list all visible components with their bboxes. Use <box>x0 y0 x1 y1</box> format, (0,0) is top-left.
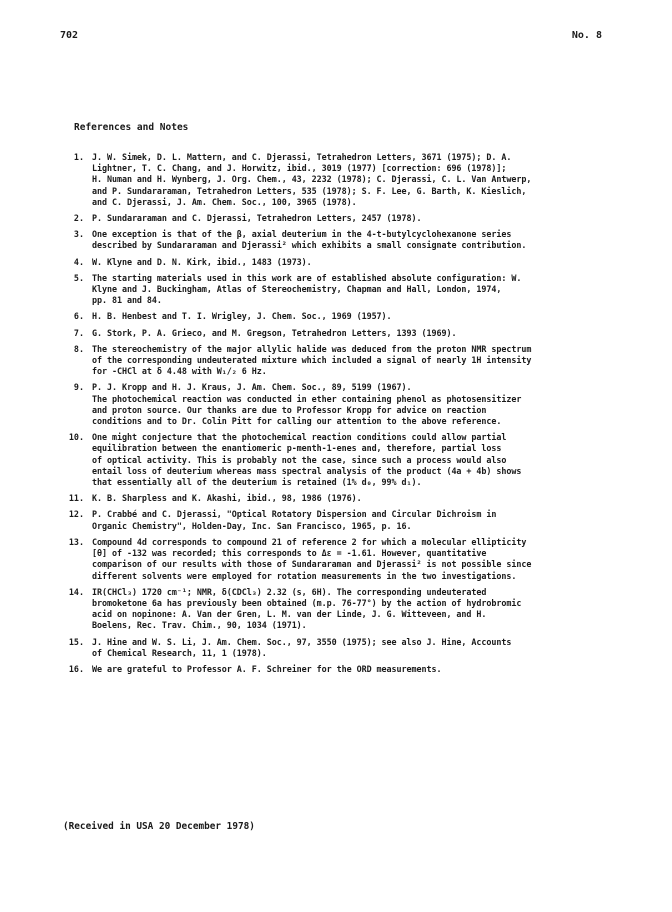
reference-item <box>58 152 650 208</box>
reference-line: and C. Djerassi, J. Am. Chem. Soc., 100, 3965 (1978). <box>92 196 357 207</box>
reference-number: 12. <box>68 509 84 520</box>
reference-line: [θ] of -132 was recorded; this corresponds to Δε = -1.61. However, quantitative <box>92 548 487 559</box>
reference-text <box>92 311 650 322</box>
reference-line: H. Numan and H. Wynberg, J. Org. Chem., 43, 2232 (1978); C. Djerassi, C. L. Van Antwerp, <box>92 174 532 185</box>
reference-item <box>58 664 650 675</box>
reference-line: W. Klyne and D. N. Kirk, ibid., 1483 (1973). <box>92 256 312 267</box>
reference-number: 2. <box>73 213 84 224</box>
reference-line: J. Hine and W. S. Li, J. Am. Chem. Soc., 97, 3550 (1975); see also J. Hine, Accounts <box>92 636 512 647</box>
reference-number: 3. <box>73 229 84 240</box>
reference-line: K. B. Sharpless and K. Akashi, ibid., 98, 1986 (1976). <box>92 493 362 504</box>
reference-line: One might conjecture that the photochemical reaction conditions could allow partial <box>92 432 507 443</box>
reference-line: The starting materials used in this work are of established absolute configuration: W. <box>92 272 522 283</box>
reference-number: 16. <box>68 663 84 674</box>
reference-line: One exception is that of the β, axial deuterium in the 4-t-butylcyclohexanone series <box>92 229 512 240</box>
reference-line: P. Sundararaman and C. Djerassi, Tetrahedron Letters, 2457 (1978). <box>92 213 422 224</box>
reference-item <box>58 328 650 339</box>
reference-line: Klyne and J. Buckingham, Atlas of Stereochemistry, Chapman and Hall, London, 1974, <box>92 284 502 295</box>
reference-number: 7. <box>73 327 84 338</box>
reference-line: that essentially all of the deuterium is retained (1% d₀, 99% d₁). <box>92 477 422 488</box>
reference-text <box>92 213 650 224</box>
reference-line: We are grateful to Professor A. F. Schreiner for the ORD measurements. <box>92 663 442 674</box>
reference-number: 15. <box>68 636 84 647</box>
reference-item <box>58 273 650 307</box>
reference-line: Compound 4d corresponds to compound 21 of reference 2 for which a molecular ellipticity <box>92 536 527 547</box>
reference-item <box>58 257 650 268</box>
reference-text <box>92 344 650 378</box>
reference-number: 14. <box>68 586 84 597</box>
reference-line: Boelens, Rec. Trav. Chim., 90, 1034 (1971). <box>92 620 307 631</box>
reference-line: and P. Sundararaman, Tetrahedron Letters, 535 (1978); S. F. Lee, G. Barth, K. Kieslich, <box>92 185 527 196</box>
reference-line: different solvents were employed for rotation measurements in the two investigations. <box>92 570 517 581</box>
reference-item <box>58 587 650 632</box>
reference-item <box>58 382 650 427</box>
reference-line: The photochemical reaction was conducted in ether containing phenol as photosensitizer <box>92 393 522 404</box>
reference-line: IR(CHCl₃) 1720 cm⁻¹; NMR, δ(CDCl₃) 2.32 (s, 6H). The corresponding undeuterated <box>92 586 487 597</box>
reference-number: 11. <box>68 493 84 504</box>
reference-line: conditions and to Dr. Colin Pitt for calling our attention to the above reference. <box>92 416 502 427</box>
issue-number: No. 8 <box>571 30 602 41</box>
reference-line: equilibration between the enantiomeric p-menth-1-enes and, therefore, partial loss <box>92 443 502 454</box>
reference-text <box>92 493 650 504</box>
reference-item <box>58 432 650 488</box>
reference-text <box>92 382 650 427</box>
reference-item <box>58 537 650 582</box>
reference-text <box>92 509 650 531</box>
reference-line: of the corresponding undeuterated mixture which included a signal of nearly 1H intensity <box>92 355 532 366</box>
reference-number: 13. <box>68 536 84 547</box>
reference-line: P. Crabbé and C. Djerassi, "Optical Rotatory Dispersion and Circular Dichroism in <box>92 509 497 520</box>
reference-text <box>92 664 650 675</box>
reference-text <box>92 229 650 251</box>
reference-text <box>92 637 650 659</box>
reference-item <box>58 213 650 224</box>
reference-item <box>58 493 650 504</box>
reference-line: described by Sundararaman and Djerassi² which exhibits a small consignate contribution. <box>92 240 527 251</box>
reference-number: 8. <box>73 343 84 354</box>
reference-item <box>58 344 650 378</box>
references-list <box>58 152 650 680</box>
reference-text <box>92 432 650 488</box>
reference-item <box>58 637 650 659</box>
reference-line: Organic Chemistry", Holden-Day, Inc. San Francisco, 1965, p. 16. <box>92 520 412 531</box>
reference-line: of optical activity. This is probably not the case, since such a process would also <box>92 454 507 465</box>
reference-line: H. B. Henbest and T. I. Wrigley, J. Chem. Soc., 1969 (1957). <box>92 311 392 322</box>
reference-line: and proton source. Our thanks are due to Professor Kropp for advice on reaction <box>92 404 487 415</box>
reference-item <box>58 311 650 322</box>
reference-line: of Chemical Research, 11, 1 (1978). <box>92 647 267 658</box>
reference-line: pp. 81 and 84. <box>92 295 162 306</box>
reference-item <box>58 229 650 251</box>
reference-line: entail loss of deuterium whereas mass spectral analysis of the product (4a + 4b) shows <box>92 465 522 476</box>
reference-line: bromoketone 6a has previously been obtained (m.p. 76-77°) by the action of hydrobromic <box>92 597 522 608</box>
reference-line: G. Stork, P. A. Grieco, and M. Gregson, Tetrahedron Letters, 1393 (1969). <box>92 327 457 338</box>
page-number: 702 <box>60 30 79 41</box>
reference-number: 10. <box>68 432 84 443</box>
reference-number: 4. <box>73 256 84 267</box>
reference-number: 1. <box>73 152 84 162</box>
reference-line: J. W. Simek, D. L. Mattern, and C. Djerassi, Tetrahedron Letters, 3671 (1975); D. A. <box>92 152 512 162</box>
reference-text <box>92 257 650 268</box>
reference-number: 9. <box>73 382 84 393</box>
reference-number: 6. <box>73 311 84 322</box>
reference-item <box>58 509 650 531</box>
reference-number: 5. <box>73 272 84 283</box>
reference-text <box>92 537 650 582</box>
reference-line: Lightner, T. C. Chang, and J. Horwitz, ibid., 3019 (1977) [correction: 696 (1978)]; <box>92 163 507 174</box>
reference-line: The stereochemistry of the major allylic halide was deduced from the proton NMR spectrum <box>92 343 532 354</box>
reference-text <box>92 587 650 632</box>
received-date: (Received in USA 20 December 1978) <box>63 821 255 832</box>
section-title: References and Notes <box>74 122 189 133</box>
reference-text <box>92 152 650 208</box>
reference-line: acid on nopinone: A. Van der Gren, L. M. van der Linde, J. G. Witteveen, and H. <box>92 609 487 620</box>
reference-line: comparison of our results with those of Sundararaman and Djerassi² is not possible since <box>92 559 532 570</box>
reference-line: for -CHCl at δ 4.48 with W₁/₂ 6 Hz. <box>92 366 267 377</box>
reference-text <box>92 328 650 339</box>
reference-text <box>92 273 650 307</box>
reference-line: P. J. Kropp and H. J. Kraus, J. Am. Chem. Soc., 89, 5199 (1967). <box>92 382 412 393</box>
